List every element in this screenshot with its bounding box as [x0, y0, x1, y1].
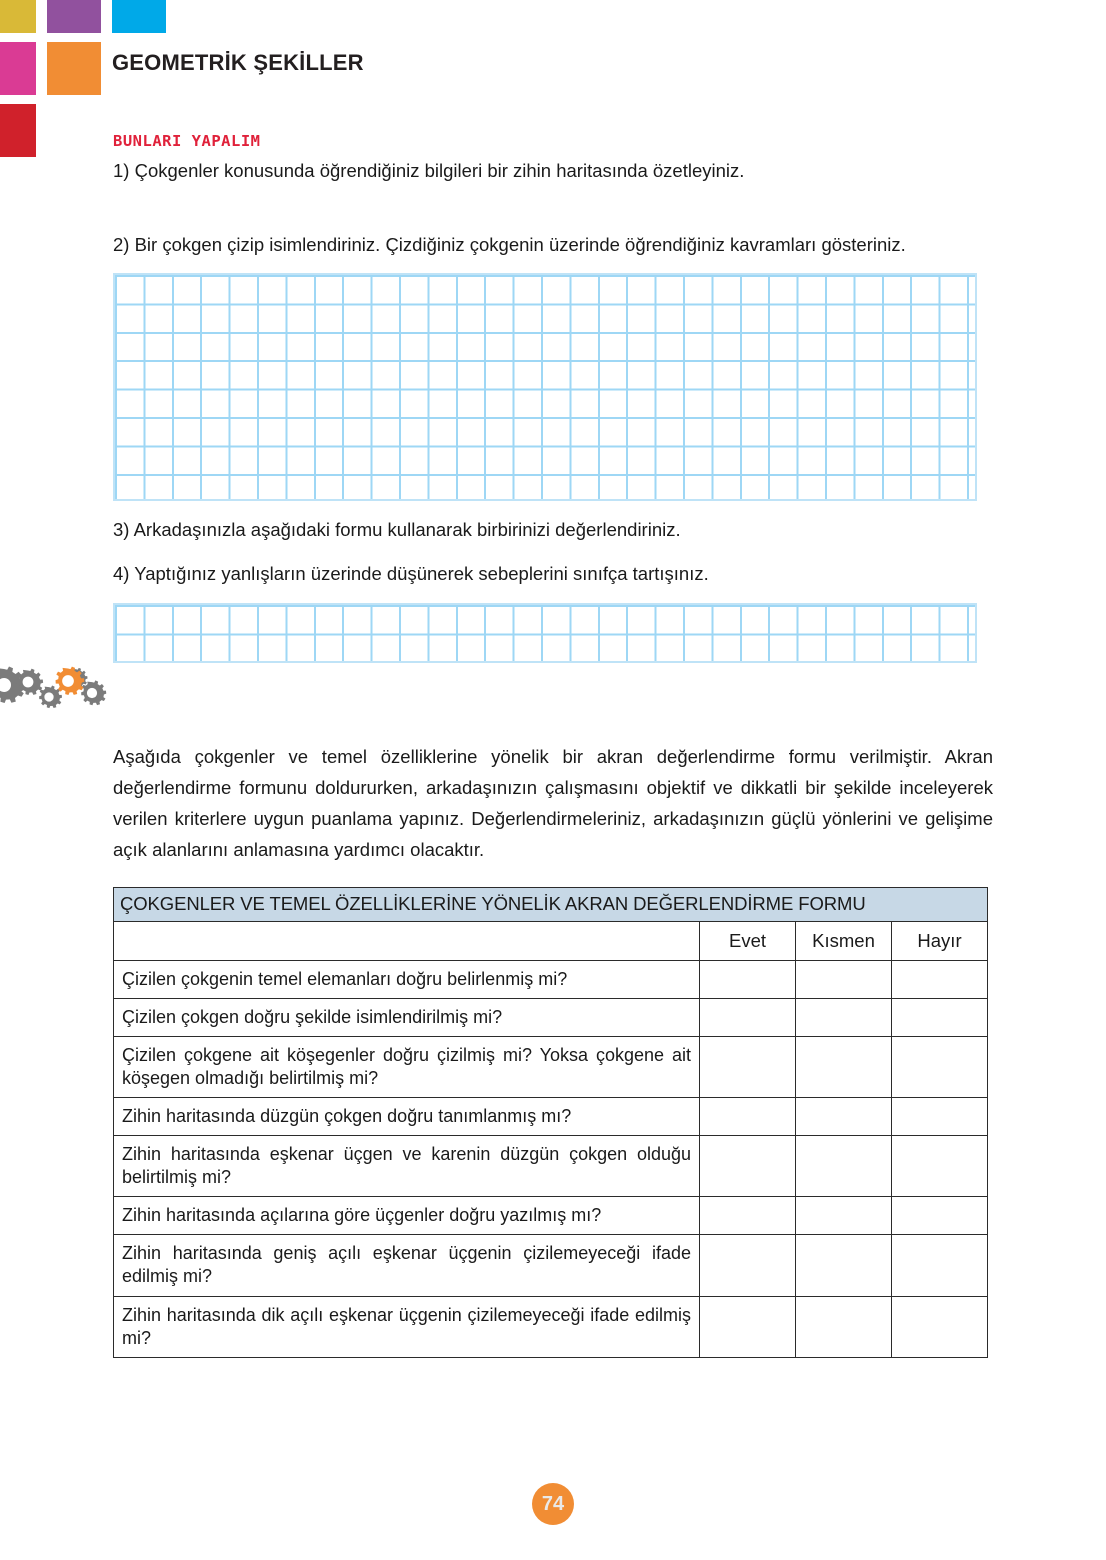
chapter-title: GEOMETRİK ŞEKİLLER [112, 50, 364, 75]
peer-evaluation-table [113, 887, 988, 1357]
activity-item-3: 3) Arkadaşınızla aşağıdaki formu kullanarak birbirinizi değerlendiriniz. [113, 518, 681, 540]
mark-cell-evet[interactable] [700, 1235, 796, 1296]
table-title-row [114, 888, 988, 922]
mark-cell-hayir[interactable] [892, 1098, 988, 1136]
mark-cell-evet[interactable] [700, 999, 796, 1037]
mark-cell-hayir[interactable] [892, 1235, 988, 1296]
column-header-evet: Evet [700, 922, 796, 961]
criteria-text: Zihin haritasında dik açılı eşkenar üçgenin çizilemeyeceği ifade edilmiş mi? [114, 1296, 700, 1357]
mark-cell-kismen[interactable] [796, 1197, 892, 1235]
header-block-pink [0, 42, 36, 95]
table-row [114, 1197, 988, 1235]
activity-label: BUNLARI YAPALIM [113, 132, 261, 150]
answer-grid-large[interactable] [113, 273, 977, 501]
table-row [114, 1296, 988, 1357]
criteria-text: Zihin haritasında eşkenar üçgen ve karenin düzgün çokgen olduğu belirtilmiş mi? [114, 1136, 700, 1197]
mark-cell-evet[interactable] [700, 961, 796, 999]
criteria-text: Zihin haritasında geniş açılı eşkenar üçgenin çizilemeyeceği ifade edilmiş mi? [114, 1235, 700, 1296]
criteria-text: Çizilen çokgenin temel elemanları doğru belirlenmiş mi? [114, 961, 700, 999]
page-content [113, 132, 993, 1358]
mark-cell-hayir[interactable] [892, 999, 988, 1037]
mark-cell-hayir[interactable] [892, 1296, 988, 1357]
table-row [114, 1037, 988, 1098]
mark-cell-kismen[interactable] [796, 1037, 892, 1098]
table-row [114, 1098, 988, 1136]
activity-item-4: 4) Yaptığınız yanlışların üzerinde düşünerek sebeplerini sınıfça tartışınız. [113, 562, 709, 584]
intro-paragraph: Aşağıda çokgenler ve temel özelliklerine yönelik bir akran değerlendirme formu verilmiştir. Akran değerlendirme formunu doldururken, arkadaşınızın çalışmasını objektif ve dikkatli bir şekilde inceleyerek verilen kriterlere uygun puanlama yapınız. Değerlendirmeleriniz, arkadaşınızın güçlü yönlerini ve gelişime açık alanlarını anlamasına yardımcı olacaktır. [113, 745, 993, 861]
table-row [114, 999, 988, 1037]
mark-cell-kismen[interactable] [796, 1136, 892, 1197]
column-header-hayir: Hayır [892, 922, 988, 961]
activity-item-2: 2) Bir çokgen çizip isimlendiriniz. Çizdiğiniz çokgenin üzerinde öğrendiğiniz kavramları gösteriniz. [113, 233, 906, 255]
column-header-blank [114, 922, 700, 961]
mark-cell-hayir[interactable] [892, 1136, 988, 1197]
header-block-purple [47, 0, 101, 33]
mark-cell-hayir[interactable] [892, 961, 988, 999]
mark-cell-evet[interactable] [700, 1296, 796, 1357]
mark-cell-kismen[interactable] [796, 1235, 892, 1296]
mark-cell-kismen[interactable] [796, 1296, 892, 1357]
criteria-text: Zihin haritasında açılarına göre üçgenler doğru yazılmış mı? [114, 1197, 700, 1235]
activity-item-1: 1) Çokgenler konusunda öğrendiğiniz bilgileri bir zihin haritasında özetleyiniz. [113, 160, 745, 181]
page-number-badge: 74 [532, 1483, 574, 1525]
mark-cell-evet[interactable] [700, 1197, 796, 1235]
mark-cell-kismen[interactable] [796, 999, 892, 1037]
column-header-kismen: Kısmen [796, 922, 892, 961]
table-row [114, 1235, 988, 1296]
gears-decoration-icon [0, 655, 114, 717]
mark-cell-evet[interactable] [700, 1136, 796, 1197]
header-block-orange [47, 42, 101, 95]
answer-grid-small[interactable] [113, 603, 977, 663]
criteria-text: Zihin haritasında düzgün çokgen doğru tanımlanmış mı? [114, 1098, 700, 1136]
table-row [114, 961, 988, 999]
mark-cell-kismen[interactable] [796, 1098, 892, 1136]
table-row [114, 1136, 988, 1197]
table-title: ÇOKGENLER VE TEMEL ÖZELLİKLERİNE YÖNELİK AKRAN DEĞERLENDİRME FORMU [114, 888, 988, 922]
header-block-yellow [0, 0, 36, 33]
mark-cell-kismen[interactable] [796, 961, 892, 999]
mark-cell-hayir[interactable] [892, 1197, 988, 1235]
header-block-cyan [112, 0, 166, 33]
mark-cell-hayir[interactable] [892, 1037, 988, 1098]
mark-cell-evet[interactable] [700, 1037, 796, 1098]
criteria-text: Çizilen çokgen doğru şekilde isimlendirilmiş mi? [114, 999, 700, 1037]
table-header-row [114, 922, 988, 961]
mark-cell-evet[interactable] [700, 1098, 796, 1136]
header-block-red [0, 104, 36, 157]
criteria-text: Çizilen çokgene ait köşegenler doğru çizilmiş mi? Yoksa çokgene ait köşegen olmadığı belirtilmiş mi? [114, 1037, 700, 1098]
